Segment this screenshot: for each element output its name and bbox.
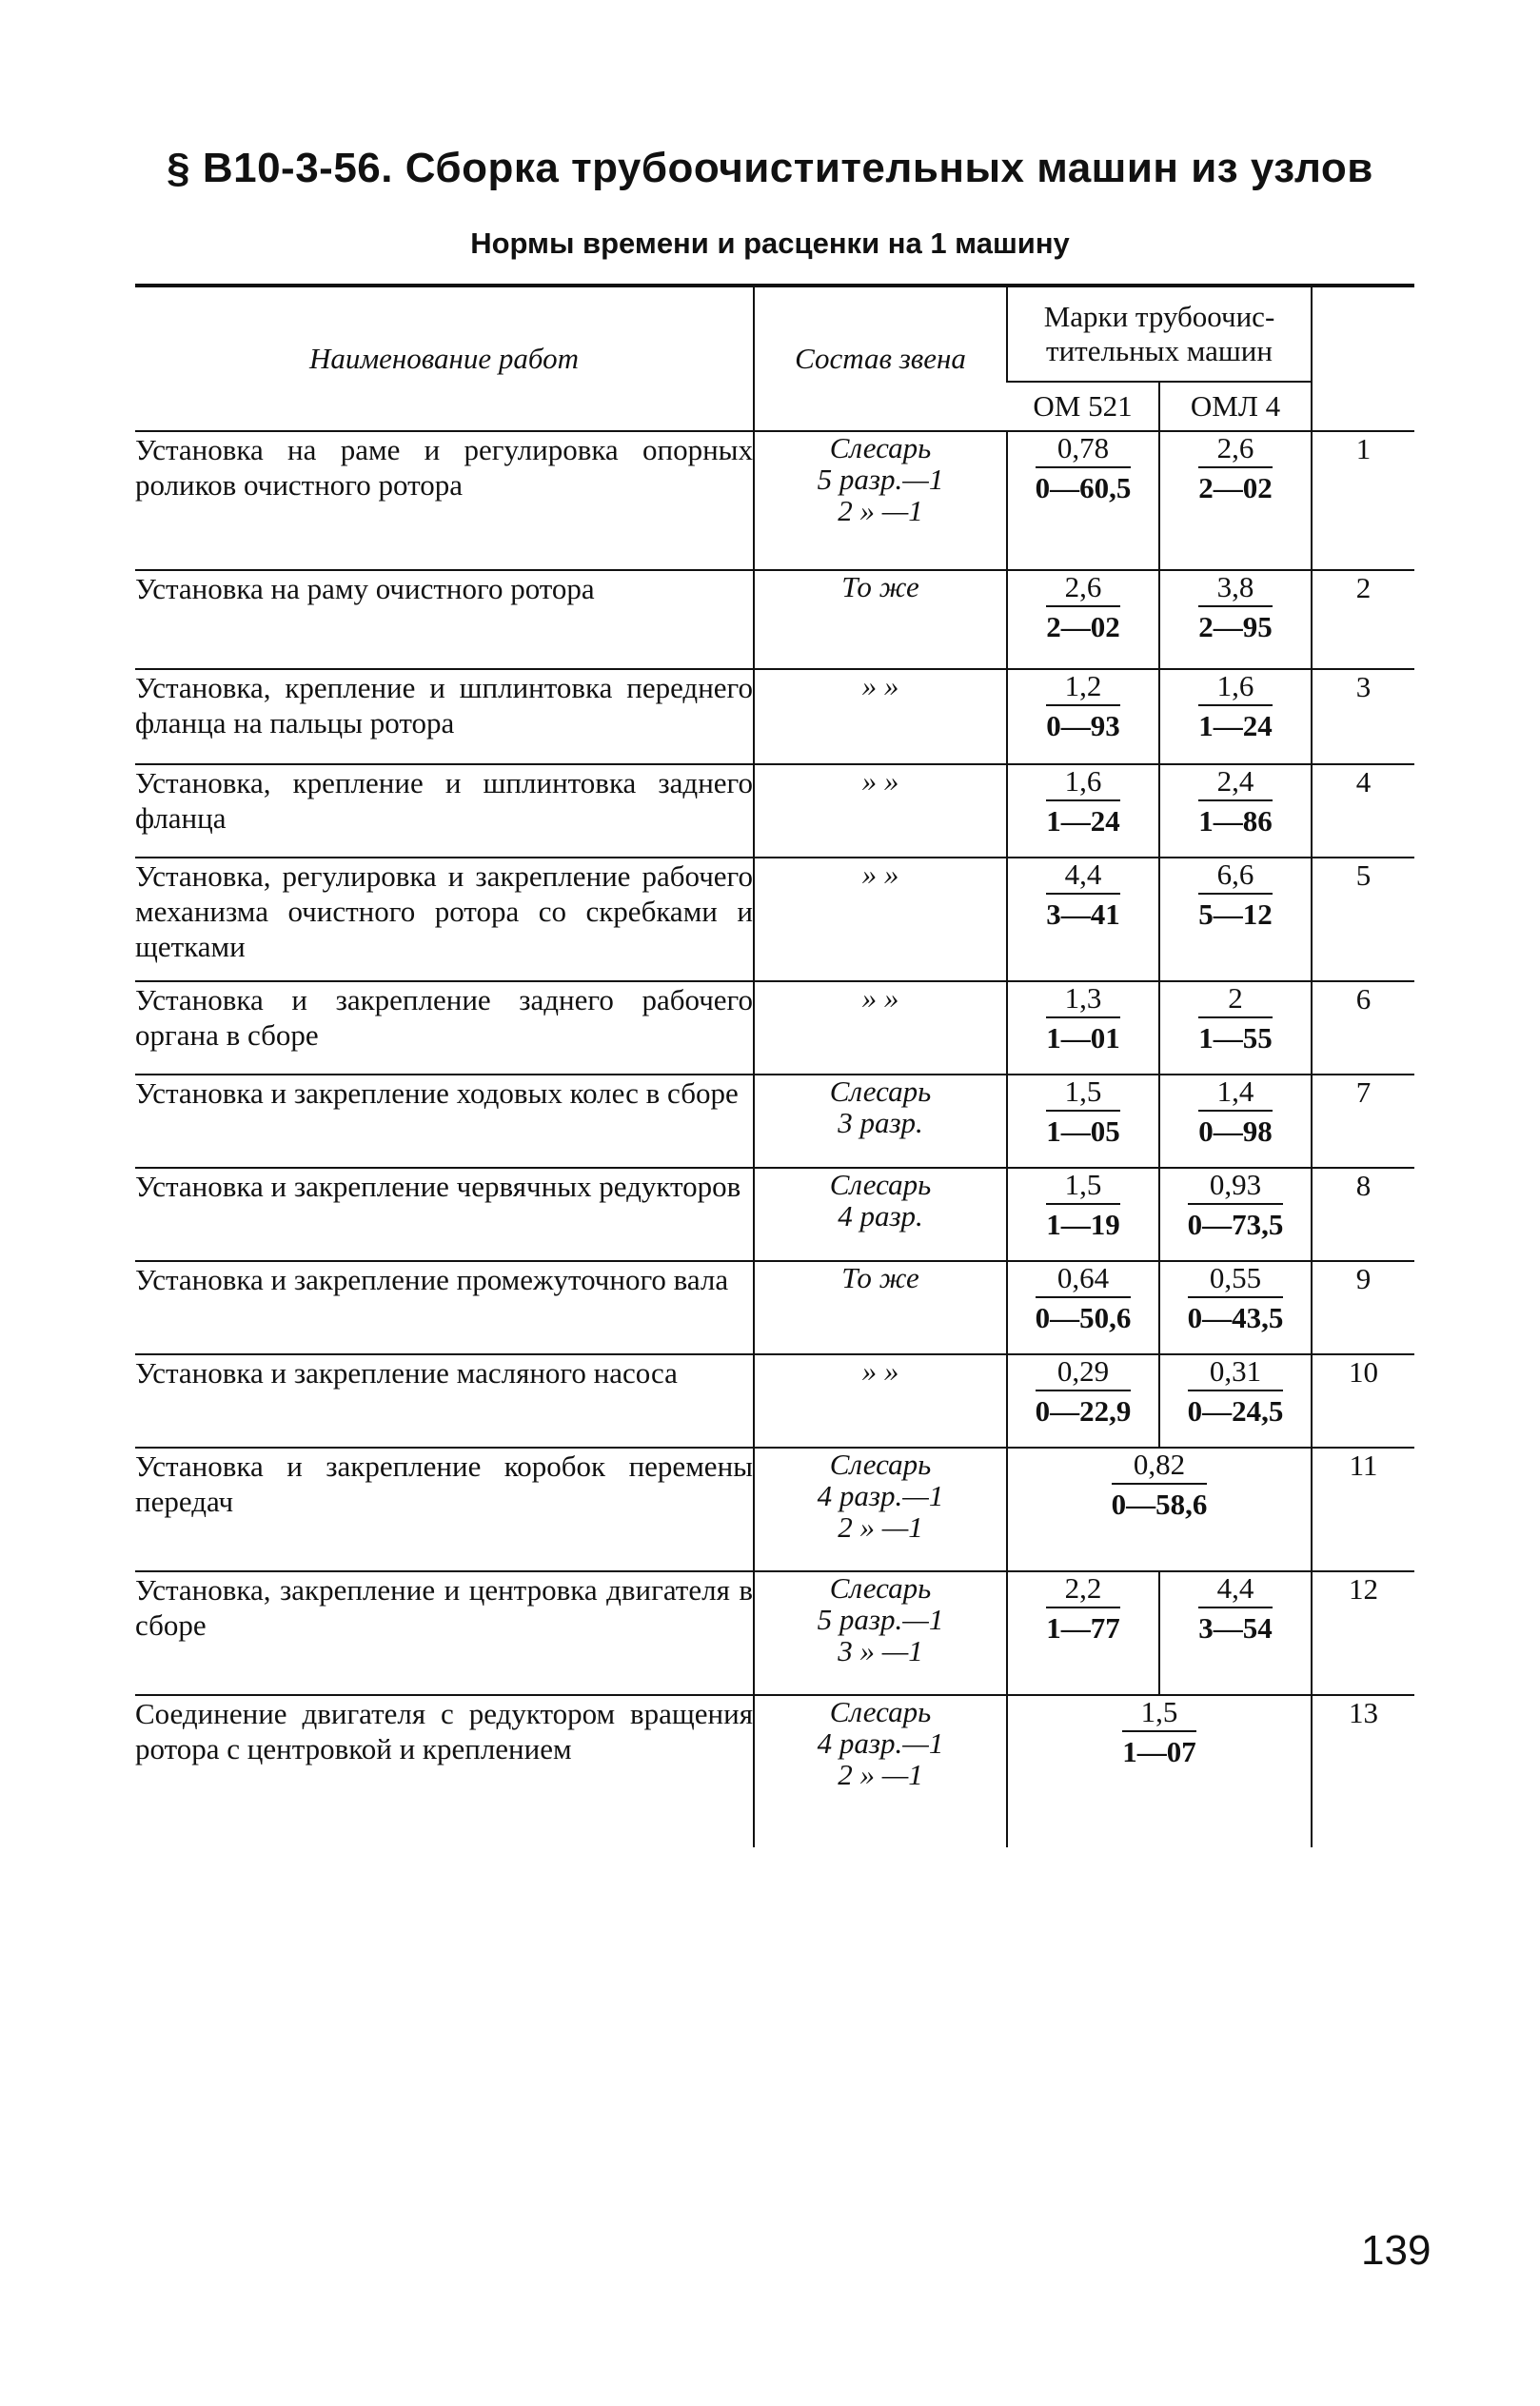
- rate-om521-cell: [1007, 1168, 1159, 1261]
- rate-fraction: [1036, 1262, 1132, 1336]
- price-rate: 1—05: [1046, 1114, 1120, 1148]
- rate-oml4-cell: [1159, 1571, 1312, 1695]
- rate-fraction: [1198, 571, 1273, 645]
- crew-line: » »: [861, 1354, 899, 1388]
- work-name-cell: Установка, регулировка и закрепление рабочего механизма очистного ротора со скребками и щетками: [135, 858, 754, 981]
- time-norm: 0,55: [1188, 1262, 1284, 1298]
- rate-fraction: [1036, 432, 1132, 506]
- work-name-cell: Установка и закрепление червячных редукторов: [135, 1168, 754, 1261]
- crew-cell: [754, 1168, 1007, 1261]
- row-number: 4: [1312, 764, 1414, 858]
- table-row: [135, 764, 1414, 858]
- crew-cell: [754, 1354, 1007, 1448]
- row-number: 1: [1312, 431, 1414, 570]
- row-number: 6: [1312, 981, 1414, 1075]
- price-rate: 2—02: [1046, 610, 1120, 643]
- crew-cell: [754, 431, 1007, 570]
- price-rate: 1—07: [1122, 1735, 1196, 1768]
- table-row: [135, 1354, 1414, 1448]
- crew-line: 4 разр.—1: [817, 1479, 944, 1512]
- rate-oml4-cell: [1159, 764, 1312, 858]
- rate-oml4-cell: [1159, 1075, 1312, 1168]
- rate-oml4-cell: [1159, 981, 1312, 1075]
- rate-fraction: [1112, 1449, 1208, 1523]
- rate-fraction: [1046, 765, 1120, 839]
- price-rate: 2—95: [1198, 610, 1273, 643]
- crew-line: 2 » —1: [838, 1758, 923, 1791]
- price-rate: 0—43,5: [1187, 1301, 1284, 1334]
- row-number: 11: [1312, 1448, 1414, 1571]
- table-subtitle: Нормы времени и расценки на 1 машину: [470, 227, 1070, 260]
- work-name-cell: Установка и закрепление коробок перемены передач: [135, 1448, 754, 1571]
- header-om521: ОМ 521: [1007, 382, 1159, 431]
- rate-oml4-cell: [1159, 1354, 1312, 1448]
- table-row: [135, 981, 1414, 1075]
- rate-both-cell: [1007, 1695, 1312, 1847]
- rate-fraction: [1198, 765, 1273, 839]
- price-rate: 1—55: [1198, 1021, 1273, 1055]
- crew-cell: [754, 858, 1007, 981]
- crew-line: Слесарь: [829, 1571, 932, 1605]
- rate-oml4-cell: [1159, 431, 1312, 570]
- price-rate: 1—19: [1046, 1208, 1120, 1241]
- crew-cell: [754, 981, 1007, 1075]
- time-norm: 3,8: [1198, 571, 1273, 607]
- table-row: [135, 669, 1414, 764]
- price-rate: 0—98: [1198, 1114, 1273, 1148]
- rate-fraction: [1188, 1169, 1284, 1243]
- time-norm: 0,31: [1188, 1355, 1284, 1391]
- time-norm: 2,6: [1198, 432, 1273, 468]
- price-rate: 1—77: [1046, 1611, 1120, 1645]
- rate-om521-cell: [1007, 764, 1159, 858]
- table-body: [135, 431, 1414, 1847]
- row-number: 7: [1312, 1075, 1414, 1168]
- row-number: 2: [1312, 570, 1414, 669]
- price-rate: 0—73,5: [1187, 1208, 1284, 1241]
- work-name-cell: Установка на раму очистного ротора: [135, 570, 754, 669]
- time-norm: 0,82: [1112, 1449, 1208, 1485]
- table-row: [135, 1261, 1414, 1354]
- rate-fraction: [1188, 1355, 1284, 1430]
- price-rate: 0—24,5: [1187, 1394, 1284, 1428]
- crew-line: Слесарь: [829, 431, 932, 464]
- row-number: 8: [1312, 1168, 1414, 1261]
- row-number: 13: [1312, 1695, 1414, 1847]
- crew-cell: [754, 764, 1007, 858]
- time-norm: 2: [1198, 982, 1273, 1018]
- price-rate: 5—12: [1198, 897, 1273, 931]
- table-row: [135, 1695, 1414, 1847]
- rate-fraction: [1046, 982, 1120, 1056]
- time-norm: 1,4: [1198, 1075, 1273, 1112]
- time-norm: 6,6: [1198, 858, 1273, 895]
- crew-line: 3 разр.: [838, 1106, 923, 1139]
- crew-line: 2 » —1: [838, 1510, 923, 1544]
- time-norm: 0,78: [1036, 432, 1132, 468]
- table-row: [135, 858, 1414, 981]
- rate-om521-cell: [1007, 1261, 1159, 1354]
- row-number: 3: [1312, 669, 1414, 764]
- rate-om521-cell: [1007, 570, 1159, 669]
- work-name-cell: Установка, закрепление и центровка двигателя в сборе: [135, 1571, 754, 1695]
- crew-line: То же: [841, 570, 919, 603]
- crew-cell: [754, 1571, 1007, 1695]
- rate-oml4-cell: [1159, 669, 1312, 764]
- rate-fraction: [1122, 1696, 1196, 1770]
- price-rate: 1—24: [1046, 804, 1120, 838]
- time-norm: 4,4: [1198, 1572, 1273, 1608]
- rate-oml4-cell: [1159, 570, 1312, 669]
- price-rate: 3—41: [1046, 897, 1120, 931]
- time-norm: 1,2: [1046, 670, 1120, 706]
- price-rate: 0—50,6: [1035, 1301, 1132, 1334]
- rate-om521-cell: [1007, 981, 1159, 1075]
- row-number: 5: [1312, 858, 1414, 981]
- table-row: [135, 1571, 1414, 1695]
- rate-om521-cell: [1007, 1354, 1159, 1448]
- rate-fraction: [1046, 1572, 1120, 1647]
- crew-cell: [754, 570, 1007, 669]
- crew-cell: [754, 1261, 1007, 1354]
- rate-fraction: [1046, 858, 1120, 933]
- crew-line: » »: [861, 858, 899, 891]
- work-name-cell: Установка, крепление и шплинтовка заднего фланца: [135, 764, 754, 858]
- rate-om521-cell: [1007, 1571, 1159, 1695]
- price-rate: 1—01: [1046, 1021, 1120, 1055]
- crew-line: » »: [861, 669, 899, 702]
- crew-cell: [754, 669, 1007, 764]
- rate-oml4-cell: [1159, 858, 1312, 981]
- crew-cell: [754, 1075, 1007, 1168]
- rate-fraction: [1198, 1075, 1273, 1150]
- rate-om521-cell: [1007, 858, 1159, 981]
- price-rate: 3—54: [1198, 1611, 1273, 1645]
- table-row: [135, 1168, 1414, 1261]
- table-row: [135, 1448, 1414, 1571]
- crew-line: Слесарь: [829, 1695, 932, 1728]
- table-row: [135, 1075, 1414, 1168]
- price-rate: 1—24: [1198, 709, 1273, 742]
- header-crew: Состав звена: [754, 286, 1007, 431]
- time-norm: 1,6: [1198, 670, 1273, 706]
- time-norm: 2,6: [1046, 571, 1120, 607]
- crew-line: 4 разр.—1: [817, 1726, 944, 1760]
- crew-line: Слесарь: [829, 1168, 932, 1201]
- table-row: [135, 570, 1414, 669]
- table-row: [135, 431, 1414, 570]
- price-rate: 0—60,5: [1035, 471, 1132, 504]
- price-rate: 1—86: [1198, 804, 1273, 838]
- price-rate: 2—02: [1198, 471, 1273, 504]
- rate-fraction: [1188, 1262, 1284, 1336]
- crew-line: 2 » —1: [838, 494, 923, 527]
- crew-line: 4 разр.: [838, 1199, 923, 1233]
- work-name-cell: Установка и закрепление промежуточного вала: [135, 1261, 754, 1354]
- rate-oml4-cell: [1159, 1261, 1312, 1354]
- crew-cell: [754, 1695, 1007, 1847]
- header-machines: Марки трубоочис-тительных машин: [1007, 286, 1312, 382]
- header-row-number: [1312, 286, 1414, 431]
- time-norm: 0,29: [1036, 1355, 1132, 1391]
- time-norm: 1,3: [1046, 982, 1120, 1018]
- page-title: § В10-3-56. Сборка трубоочистительных машин из узлов: [167, 145, 1373, 191]
- time-norm: 1,6: [1046, 765, 1120, 801]
- header-oml4: ОМЛ 4: [1159, 382, 1312, 431]
- rate-fraction: [1198, 982, 1273, 1056]
- rate-both-cell: [1007, 1448, 1312, 1571]
- time-norm: 0,93: [1188, 1169, 1284, 1205]
- row-number: 9: [1312, 1261, 1414, 1354]
- price-rate: 0—93: [1046, 709, 1120, 742]
- row-number: 12: [1312, 1571, 1414, 1695]
- rate-fraction: [1046, 1169, 1120, 1243]
- rate-fraction: [1036, 1355, 1132, 1430]
- crew-cell: [754, 1448, 1007, 1571]
- time-norm: 2,4: [1198, 765, 1273, 801]
- crew-line: » »: [861, 981, 899, 1015]
- rate-fraction: [1046, 1075, 1120, 1150]
- time-norm: 1,5: [1046, 1169, 1120, 1205]
- rate-oml4-cell: [1159, 1168, 1312, 1261]
- crew-line: » »: [861, 764, 899, 798]
- work-name-cell: Соединение двигателя с редуктором вращения ротора с центровкой и креплением: [135, 1695, 754, 1847]
- rate-fraction: [1198, 432, 1273, 506]
- rate-fraction: [1198, 1572, 1273, 1647]
- page-number: 139: [1361, 2227, 1431, 2274]
- rate-fraction: [1198, 670, 1273, 744]
- rate-fraction: [1046, 670, 1120, 744]
- work-name-cell: Установка на раме и регулировка опорных роликов очистного ротора: [135, 431, 754, 570]
- time-norm: 4,4: [1046, 858, 1120, 895]
- time-norm: 2,2: [1046, 1572, 1120, 1608]
- row-number: 10: [1312, 1354, 1414, 1448]
- time-norm: 1,5: [1046, 1075, 1120, 1112]
- crew-line: Слесарь: [829, 1075, 932, 1108]
- crew-line: 5 разр.—1: [817, 1603, 944, 1636]
- header-work-name: Наименование работ: [135, 286, 754, 431]
- work-name-cell: Установка, крепление и шплинтовка переднего фланца на пальцы ротора: [135, 669, 754, 764]
- work-name-cell: Установка и закрепление масляного насоса: [135, 1354, 754, 1448]
- rate-fraction: [1046, 571, 1120, 645]
- time-norm: 0,64: [1036, 1262, 1132, 1298]
- crew-line: То же: [841, 1261, 919, 1294]
- price-rate: 0—22,9: [1035, 1394, 1132, 1428]
- rate-om521-cell: [1007, 1075, 1159, 1168]
- price-rate: 0—58,6: [1111, 1488, 1208, 1521]
- norms-table: [135, 284, 1414, 1847]
- time-norm: 1,5: [1122, 1696, 1196, 1732]
- work-name-cell: Установка и закрепление ходовых колес в сборе: [135, 1075, 754, 1168]
- crew-line: 3 » —1: [838, 1634, 923, 1667]
- rate-om521-cell: [1007, 431, 1159, 570]
- rate-fraction: [1198, 858, 1273, 933]
- crew-line: Слесарь: [829, 1448, 932, 1481]
- rate-om521-cell: [1007, 669, 1159, 764]
- work-name-cell: Установка и закрепление заднего рабочего органа в сборе: [135, 981, 754, 1075]
- crew-line: 5 разр.—1: [817, 463, 944, 496]
